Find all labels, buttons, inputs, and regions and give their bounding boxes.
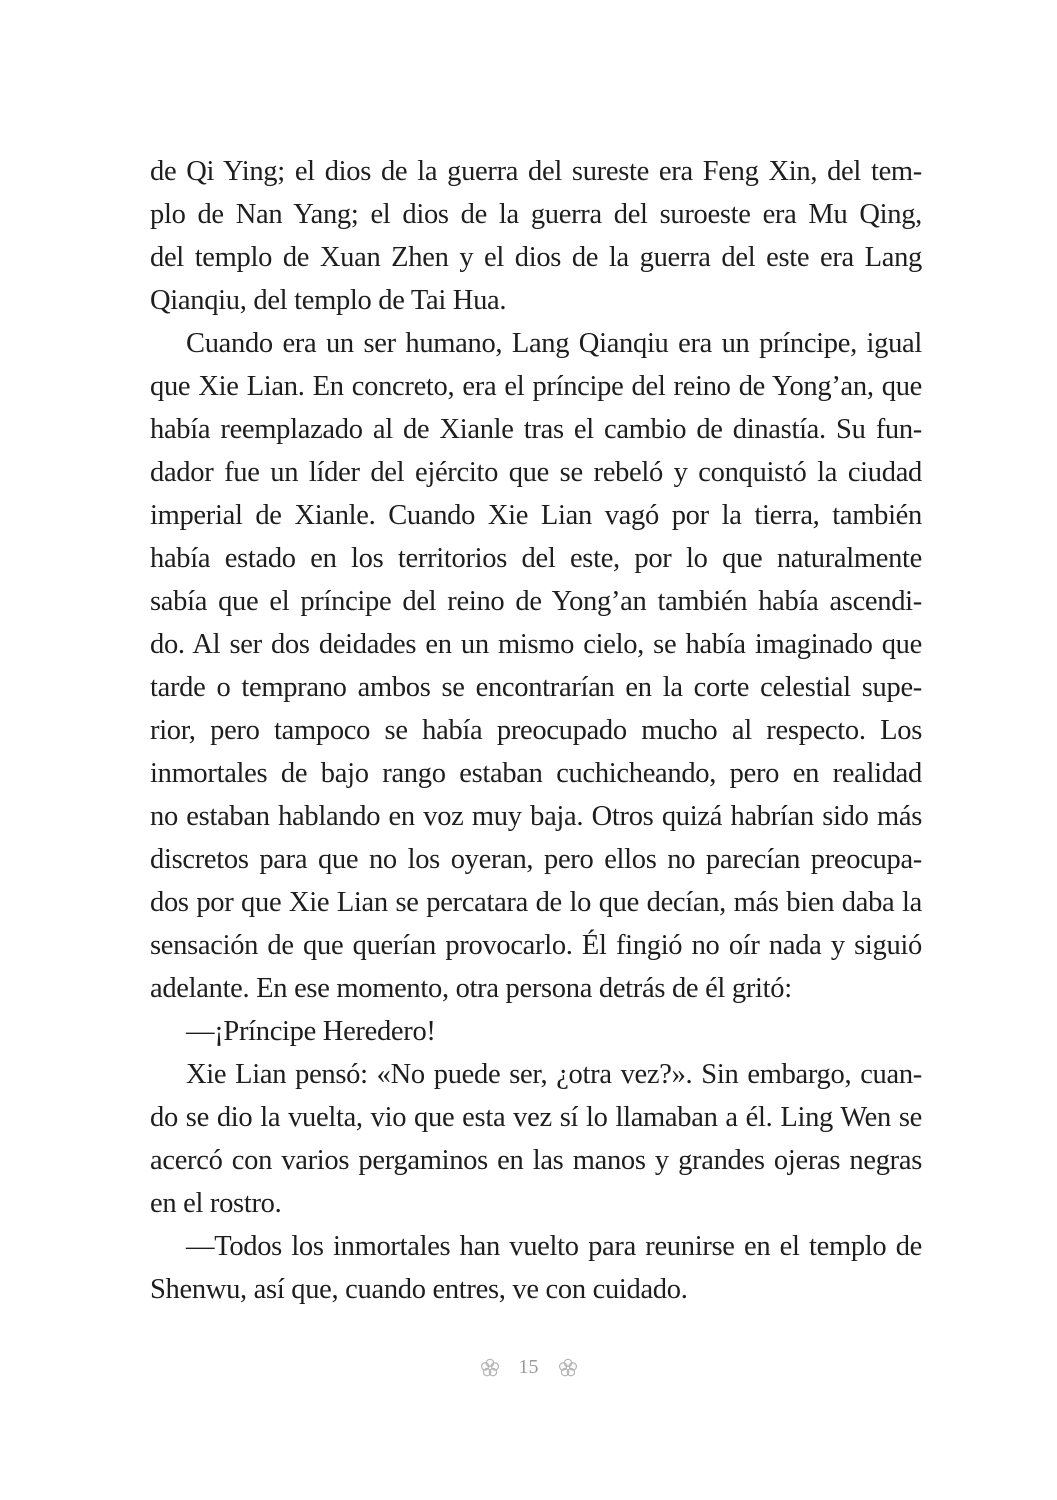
text-line: de Qi Ying; el dios de la guerra del sureste era Feng Xin, del tem- (150, 156, 922, 187)
text-line: Cuando era un ser humano, Lang Qianqiu era un príncipe, igual (186, 328, 922, 359)
text-line: había reemplazado al de Xianle tras el cambio de dinastía. Su fun- (150, 414, 922, 445)
text-line: sabía que el príncipe del reino de Yong’an también había ascendi- (150, 586, 922, 617)
plum-blossom-icon (557, 1357, 579, 1379)
paragraph (150, 1053, 922, 1225)
text-line: tarde o temprano ambos se encontrarían en la corte celestial supe- (150, 672, 922, 703)
text-line: en el rostro. (150, 1188, 282, 1219)
paragraph (150, 1225, 922, 1311)
text-line: acercó con varios pergaminos en las manos y grandes ojeras negras (150, 1145, 922, 1176)
paragraph (150, 1010, 922, 1053)
text-line: había estado en los territorios del este, por lo que naturalmente (150, 543, 922, 574)
text-line: do. Al ser dos deidades en un mismo cielo, se había imaginado que (150, 629, 922, 660)
text-line: —¡Príncipe Heredero! (186, 1016, 436, 1047)
text-line: —Todos los inmortales han vuelto para reunirse en el templo de (186, 1231, 922, 1262)
text-line: imperial de Xianle. Cuando Xie Lian vagó por la tierra, también (150, 500, 922, 531)
text-line: plo de Nan Yang; el dios de la guerra del suroeste era Mu Qing, (150, 199, 922, 230)
paragraph (150, 322, 922, 1010)
text-line: do se dio la vuelta, vio que esta vez sí lo llamaban a él. Ling Wen se (150, 1102, 922, 1133)
text-line: Xie Lian pensó: «No puede ser, ¿otra vez?». Sin embargo, cuan- (186, 1059, 922, 1090)
page-number: 15 (518, 1356, 539, 1378)
text-line: discretos para que no los oyeran, pero ellos no parecían preocupa- (150, 844, 922, 875)
text-line: rior, pero tampoco se había preocupado mucho al respecto. Los (150, 715, 922, 746)
text-line: sensación de que querían provocarlo. Él fingió no oír nada y siguió (150, 930, 922, 961)
plum-blossom-icon (479, 1357, 501, 1379)
page-body (150, 150, 922, 1311)
paragraph (150, 150, 922, 322)
text-line: no estaban hablando en voz muy baja. Otros quizá habrían sido más (150, 801, 922, 832)
text-line: que Xie Lian. En concreto, era el príncipe del reino de Yong’an, que (150, 371, 922, 402)
page-footer (0, 1356, 1057, 1379)
text-line: Shenwu, así que, cuando entres, ve con cuidado. (150, 1274, 688, 1305)
text-line: dos por que Xie Lian se percatara de lo que decían, más bien daba la (150, 887, 922, 918)
text-line: adelante. En ese momento, otra persona detrás de él gritó: (150, 973, 792, 1004)
text-line: Qianqiu, del templo de Tai Hua. (150, 285, 507, 316)
text-line: inmortales de bajo rango estaban cuchicheando, pero en realidad (150, 758, 922, 789)
text-line: del templo de Xuan Zhen y el dios de la guerra del este era Lang (150, 242, 922, 273)
text-line: dador fue un líder del ejército que se rebeló y conquistó la ciudad (150, 457, 922, 488)
